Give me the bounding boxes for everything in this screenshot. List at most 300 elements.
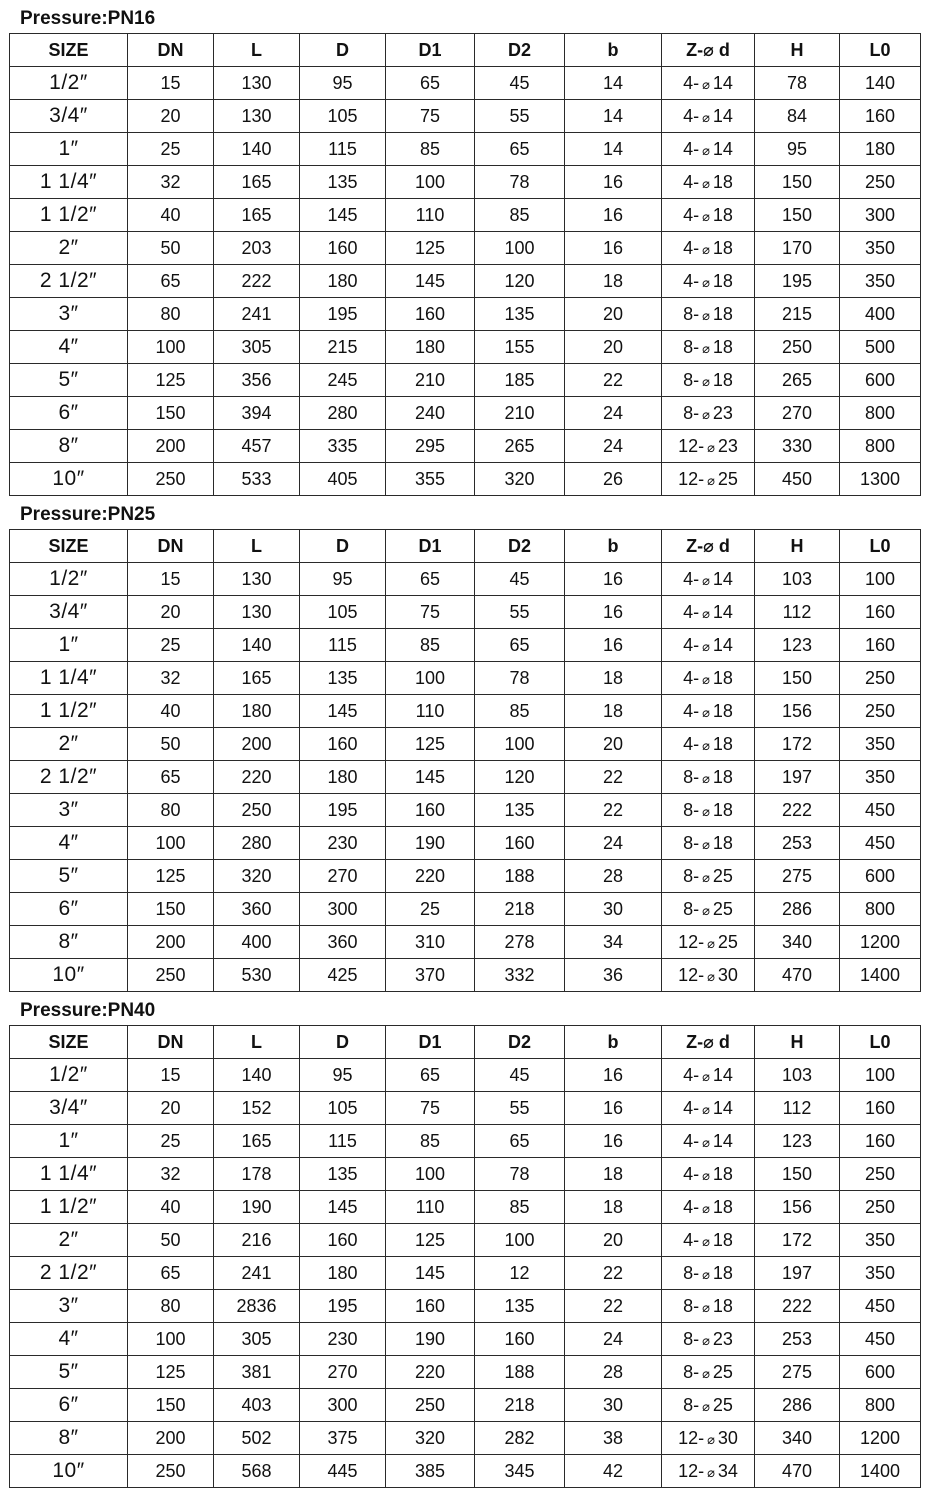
- cell-d: 95: [300, 563, 386, 596]
- cell-d1: 100: [386, 166, 475, 199]
- cell-dn: 250: [128, 959, 214, 992]
- cell-l: 130: [214, 563, 300, 596]
- diameter-icon: ⌀: [702, 208, 710, 224]
- cell-d: 300: [300, 893, 386, 926]
- table-row: [10, 662, 921, 695]
- cell-size: 1/2″: [10, 563, 128, 596]
- cell-dn: 65: [128, 265, 214, 298]
- cell-b: 24: [565, 1323, 662, 1356]
- hole-diameter: 23: [717, 435, 738, 456]
- cell-dn: 25: [128, 629, 214, 662]
- cell-size: 1″: [10, 629, 128, 662]
- cell-d2: 282: [475, 1422, 565, 1455]
- diameter-icon: ⌀: [702, 307, 710, 323]
- cell-h: 123: [755, 1125, 840, 1158]
- cell-z-d: [662, 563, 755, 596]
- hole-diameter: 30: [717, 1427, 738, 1448]
- table-row: [10, 1290, 921, 1323]
- cell-l0: 160: [840, 629, 921, 662]
- hole-diameter: 14: [712, 138, 733, 159]
- cell-l0: 600: [840, 1356, 921, 1389]
- cell-l0: 250: [840, 695, 921, 728]
- diameter-icon: ⌀: [702, 109, 710, 125]
- header-d: D: [300, 1026, 386, 1059]
- cell-l0: 500: [840, 331, 921, 364]
- cell-size: 8″: [10, 430, 128, 463]
- bolt-count: 8-: [683, 766, 700, 787]
- cell-d2: 12: [475, 1257, 565, 1290]
- bolt-count: 8-: [683, 1328, 700, 1349]
- cell-l: 360: [214, 893, 300, 926]
- header-d1: D1: [386, 34, 475, 67]
- cell-d: 145: [300, 695, 386, 728]
- table-row: [10, 1257, 921, 1290]
- cell-d1: 295: [386, 430, 475, 463]
- cell-h: 250: [755, 331, 840, 364]
- cell-l: 280: [214, 827, 300, 860]
- cell-l: 130: [214, 100, 300, 133]
- cell-dn: 125: [128, 860, 214, 893]
- cell-z-d: [662, 430, 755, 463]
- diameter-icon: ⌀: [702, 142, 710, 158]
- hole-diameter: 14: [712, 601, 733, 622]
- bolt-count: 8-: [683, 336, 700, 357]
- diameter-icon: ⌀: [702, 1266, 710, 1282]
- diameter-icon: ⌀: [702, 340, 710, 356]
- table-row: [10, 397, 921, 430]
- cell-dn: 25: [128, 1125, 214, 1158]
- hole-diameter: 30: [717, 964, 738, 985]
- cell-l: 140: [214, 629, 300, 662]
- cell-h: 470: [755, 1455, 840, 1488]
- diameter-icon: ⌀: [702, 737, 710, 753]
- cell-h: 253: [755, 827, 840, 860]
- cell-z-d: [662, 827, 755, 860]
- cell-l0: 350: [840, 728, 921, 761]
- diameter-icon: ⌀: [702, 406, 710, 422]
- hole-diameter: 25: [712, 898, 733, 919]
- cell-d1: 65: [386, 1059, 475, 1092]
- table-row: [10, 1323, 921, 1356]
- hole-diameter: 18: [712, 171, 733, 192]
- cell-size: 6″: [10, 893, 128, 926]
- cell-d1: 190: [386, 827, 475, 860]
- diameter-icon: ⌀: [702, 671, 710, 687]
- bolt-count: 8-: [683, 1361, 700, 1382]
- hole-diameter: 25: [712, 865, 733, 886]
- cell-d1: 125: [386, 232, 475, 265]
- header-h: H: [755, 34, 840, 67]
- cell-z-d: [662, 67, 755, 100]
- cell-size: 1″: [10, 133, 128, 166]
- header-row: [10, 34, 921, 67]
- cell-d: 105: [300, 596, 386, 629]
- cell-l0: 600: [840, 364, 921, 397]
- diameter-icon: ⌀: [702, 1299, 710, 1315]
- cell-d: 95: [300, 67, 386, 100]
- section-title: Pressure:PN25: [20, 504, 156, 525]
- cell-d2: 45: [475, 1059, 565, 1092]
- cell-h: 172: [755, 728, 840, 761]
- cell-d2: 85: [475, 1191, 565, 1224]
- cell-d1: 75: [386, 1092, 475, 1125]
- hole-diameter: 18: [712, 336, 733, 357]
- cell-d: 180: [300, 265, 386, 298]
- cell-b: 16: [565, 199, 662, 232]
- cell-dn: 250: [128, 463, 214, 496]
- cell-l0: 160: [840, 100, 921, 133]
- cell-d: 230: [300, 827, 386, 860]
- cell-d1: 385: [386, 1455, 475, 1488]
- cell-l0: 350: [840, 265, 921, 298]
- diameter-icon: ⌀: [702, 274, 710, 290]
- hole-diameter: 18: [712, 1229, 733, 1250]
- hole-diameter: 18: [712, 237, 733, 258]
- header-d: D: [300, 34, 386, 67]
- cell-dn: 65: [128, 761, 214, 794]
- bolt-count: 8-: [683, 1262, 700, 1283]
- table-row: [10, 100, 921, 133]
- cell-d2: 45: [475, 67, 565, 100]
- cell-d2: 120: [475, 761, 565, 794]
- cell-l: 2836: [214, 1290, 300, 1323]
- diameter-icon: ⌀: [702, 76, 710, 92]
- cell-b: 16: [565, 1125, 662, 1158]
- cell-l0: 1300: [840, 463, 921, 496]
- diameter-icon: ⌀: [707, 968, 715, 984]
- cell-size: 3″: [10, 1290, 128, 1323]
- cell-z-d: [662, 1092, 755, 1125]
- cell-d2: 155: [475, 331, 565, 364]
- cell-b: 30: [565, 893, 662, 926]
- diameter-icon: ⌀: [702, 1134, 710, 1150]
- cell-dn: 40: [128, 1191, 214, 1224]
- cell-l0: 1200: [840, 1422, 921, 1455]
- cell-size: 8″: [10, 1422, 128, 1455]
- cell-z-d: [662, 133, 755, 166]
- cell-h: 275: [755, 860, 840, 893]
- cell-z-d: [662, 1059, 755, 1092]
- cell-h: 253: [755, 1323, 840, 1356]
- diameter-icon: ⌀: [702, 1398, 710, 1414]
- cell-h: 78: [755, 67, 840, 100]
- cell-d1: 355: [386, 463, 475, 496]
- cell-size: 3″: [10, 298, 128, 331]
- cell-h: 195: [755, 265, 840, 298]
- section-title: Pressure:PN16: [20, 8, 156, 29]
- table-row: [10, 1224, 921, 1257]
- cell-l0: 160: [840, 596, 921, 629]
- cell-z-d: [662, 893, 755, 926]
- cell-d: 300: [300, 1389, 386, 1422]
- cell-l0: 100: [840, 563, 921, 596]
- bolt-count: 4-: [683, 667, 700, 688]
- cell-l: 220: [214, 761, 300, 794]
- cell-l0: 250: [840, 662, 921, 695]
- hole-diameter: 18: [712, 700, 733, 721]
- cell-l: 190: [214, 1191, 300, 1224]
- cell-z-d: [662, 1323, 755, 1356]
- cell-l: 130: [214, 596, 300, 629]
- cell-l: 502: [214, 1422, 300, 1455]
- cell-l0: 800: [840, 1389, 921, 1422]
- cell-z-d: [662, 860, 755, 893]
- cell-d1: 110: [386, 1191, 475, 1224]
- bolt-count: 12-: [678, 435, 705, 456]
- cell-d2: 45: [475, 563, 565, 596]
- diameter-icon: ⌀: [707, 1464, 715, 1480]
- cell-b: 18: [565, 265, 662, 298]
- table-row: [10, 1422, 921, 1455]
- diameter-icon: ⌀: [707, 472, 715, 488]
- header-d2: D2: [475, 1026, 565, 1059]
- cell-size: 10″: [10, 463, 128, 496]
- cell-d2: 320: [475, 463, 565, 496]
- cell-h: 150: [755, 166, 840, 199]
- cell-d2: 332: [475, 959, 565, 992]
- header-h: H: [755, 1026, 840, 1059]
- cell-dn: 125: [128, 364, 214, 397]
- cell-l0: 400: [840, 298, 921, 331]
- header-b: b: [565, 530, 662, 563]
- cell-l0: 450: [840, 1323, 921, 1356]
- cell-d: 195: [300, 298, 386, 331]
- cell-size: 3/4″: [10, 100, 128, 133]
- bolt-count: 4-: [683, 634, 700, 655]
- header-dn: DN: [128, 1026, 214, 1059]
- table-row: [10, 430, 921, 463]
- cell-d: 135: [300, 1158, 386, 1191]
- diameter-icon: ⌀: [702, 1365, 710, 1381]
- cell-size: 2 1/2″: [10, 1257, 128, 1290]
- cell-b: 16: [565, 596, 662, 629]
- hole-diameter: 18: [712, 1163, 733, 1184]
- cell-size: 1″: [10, 1125, 128, 1158]
- hole-diameter: 18: [712, 1262, 733, 1283]
- cell-dn: 20: [128, 100, 214, 133]
- cell-b: 28: [565, 860, 662, 893]
- cell-d2: 78: [475, 662, 565, 695]
- header-l: L: [214, 34, 300, 67]
- hole-diameter: 23: [712, 1328, 733, 1349]
- cell-l: 140: [214, 133, 300, 166]
- cell-d2: 218: [475, 893, 565, 926]
- cell-z-d: [662, 1389, 755, 1422]
- bolt-count: 4-: [683, 1229, 700, 1250]
- cell-d2: 218: [475, 1389, 565, 1422]
- cell-l: 356: [214, 364, 300, 397]
- pressure-section-2: [0, 496, 930, 992]
- hole-diameter: 14: [712, 1064, 733, 1085]
- hole-diameter: 34: [717, 1460, 738, 1481]
- table-row: [10, 1356, 921, 1389]
- cell-z-d: [662, 331, 755, 364]
- cell-h: 112: [755, 1092, 840, 1125]
- cell-b: 24: [565, 827, 662, 860]
- cell-l: 250: [214, 794, 300, 827]
- cell-d1: 370: [386, 959, 475, 992]
- hole-diameter: 25: [717, 468, 738, 489]
- bolt-count: 8-: [683, 402, 700, 423]
- diameter-icon: ⌀: [702, 1233, 710, 1249]
- bolt-count: 4-: [683, 237, 700, 258]
- header-l0: L0: [840, 34, 921, 67]
- diameter-icon: ⌀: [702, 1167, 710, 1183]
- cell-b: 26: [565, 463, 662, 496]
- cell-dn: 50: [128, 232, 214, 265]
- cell-l0: 450: [840, 1290, 921, 1323]
- cell-d2: 78: [475, 166, 565, 199]
- cell-d1: 85: [386, 629, 475, 662]
- cell-b: 20: [565, 298, 662, 331]
- cell-dn: 150: [128, 1389, 214, 1422]
- bolt-count: 12-: [678, 931, 705, 952]
- cell-d2: 135: [475, 298, 565, 331]
- hole-diameter: 14: [712, 72, 733, 93]
- cell-dn: 15: [128, 67, 214, 100]
- bolt-count: 4-: [683, 138, 700, 159]
- cell-l: 165: [214, 199, 300, 232]
- cell-b: 16: [565, 563, 662, 596]
- cell-d2: 55: [475, 1092, 565, 1125]
- cell-l: 533: [214, 463, 300, 496]
- cell-h: 103: [755, 1059, 840, 1092]
- cell-z-d: [662, 596, 755, 629]
- cell-b: 20: [565, 728, 662, 761]
- cell-z-d: [662, 265, 755, 298]
- hole-diameter: 18: [712, 1295, 733, 1316]
- cell-l: 178: [214, 1158, 300, 1191]
- cell-d2: 188: [475, 860, 565, 893]
- cell-l0: 1400: [840, 1455, 921, 1488]
- cell-l: 403: [214, 1389, 300, 1422]
- cell-d: 145: [300, 199, 386, 232]
- cell-l0: 800: [840, 893, 921, 926]
- cell-b: 20: [565, 331, 662, 364]
- cell-d1: 310: [386, 926, 475, 959]
- cell-size: 5″: [10, 860, 128, 893]
- cell-h: 286: [755, 893, 840, 926]
- hole-diameter: 25: [712, 1394, 733, 1415]
- cell-l: 394: [214, 397, 300, 430]
- cell-b: 16: [565, 1059, 662, 1092]
- diameter-icon: ⌀: [702, 803, 710, 819]
- cell-dn: 20: [128, 596, 214, 629]
- cell-b: 18: [565, 695, 662, 728]
- cell-b: 18: [565, 662, 662, 695]
- cell-h: 340: [755, 926, 840, 959]
- diameter-icon: ⌀: [707, 935, 715, 951]
- cell-size: 4″: [10, 1323, 128, 1356]
- diameter-icon: ⌀: [702, 605, 710, 621]
- header-z-d: Z-⌀ d: [662, 530, 755, 563]
- cell-z-d: [662, 629, 755, 662]
- cell-size: 3/4″: [10, 1092, 128, 1125]
- cell-z-d: [662, 1191, 755, 1224]
- table-row: [10, 67, 921, 100]
- cell-dn: 20: [128, 1092, 214, 1125]
- cell-d2: 85: [475, 199, 565, 232]
- cell-d2: 100: [475, 1224, 565, 1257]
- cell-d2: 185: [475, 364, 565, 397]
- cell-d2: 278: [475, 926, 565, 959]
- header-d: D: [300, 530, 386, 563]
- cell-d1: 65: [386, 67, 475, 100]
- diameter-icon: ⌀: [702, 836, 710, 852]
- cell-h: 286: [755, 1389, 840, 1422]
- cell-l0: 800: [840, 397, 921, 430]
- table-row: [10, 596, 921, 629]
- cell-l: 222: [214, 265, 300, 298]
- diameter-icon: ⌀: [702, 1332, 710, 1348]
- dimension-table: [9, 33, 921, 496]
- cell-dn: 100: [128, 1323, 214, 1356]
- table-row: [10, 199, 921, 232]
- cell-d2: 55: [475, 596, 565, 629]
- cell-dn: 40: [128, 695, 214, 728]
- hole-diameter: 23: [712, 402, 733, 423]
- cell-z-d: [662, 166, 755, 199]
- table-row: [10, 1389, 921, 1422]
- cell-size: 3″: [10, 794, 128, 827]
- table-row: [10, 298, 921, 331]
- header-h: H: [755, 530, 840, 563]
- cell-z-d: [662, 232, 755, 265]
- cell-l: 400: [214, 926, 300, 959]
- cell-l: 568: [214, 1455, 300, 1488]
- cell-dn: 32: [128, 1158, 214, 1191]
- bolt-count: 4-: [683, 568, 700, 589]
- bolt-count: 8-: [683, 1295, 700, 1316]
- hole-diameter: 18: [712, 270, 733, 291]
- cell-d1: 160: [386, 1290, 475, 1323]
- cell-l: 241: [214, 1257, 300, 1290]
- hole-diameter: 25: [717, 931, 738, 952]
- cell-h: 340: [755, 1422, 840, 1455]
- cell-h: 103: [755, 563, 840, 596]
- diameter-icon: ⌀: [707, 1431, 715, 1447]
- cell-b: 16: [565, 629, 662, 662]
- table-row: [10, 265, 921, 298]
- cell-d2: 135: [475, 1290, 565, 1323]
- cell-size: 1 1/2″: [10, 1191, 128, 1224]
- header-b: b: [565, 1026, 662, 1059]
- cell-b: 22: [565, 794, 662, 827]
- cell-b: 22: [565, 1257, 662, 1290]
- bolt-count: 12-: [678, 1460, 705, 1481]
- cell-z-d: [662, 364, 755, 397]
- bolt-count: 8-: [683, 865, 700, 886]
- cell-d1: 65: [386, 563, 475, 596]
- cell-l0: 160: [840, 1125, 921, 1158]
- cell-d: 105: [300, 1092, 386, 1125]
- cell-l0: 140: [840, 67, 921, 100]
- cell-d1: 250: [386, 1389, 475, 1422]
- table-row: [10, 1125, 921, 1158]
- table-row: [10, 629, 921, 662]
- cell-d1: 210: [386, 364, 475, 397]
- cell-dn: 125: [128, 1356, 214, 1389]
- cell-size: 5″: [10, 1356, 128, 1389]
- diameter-icon: ⌀: [702, 1200, 710, 1216]
- cell-b: 14: [565, 67, 662, 100]
- cell-size: 2 1/2″: [10, 265, 128, 298]
- cell-z-d: [662, 463, 755, 496]
- header-b: b: [565, 34, 662, 67]
- cell-d2: 65: [475, 629, 565, 662]
- bolt-count: 4-: [683, 1064, 700, 1085]
- cell-h: 172: [755, 1224, 840, 1257]
